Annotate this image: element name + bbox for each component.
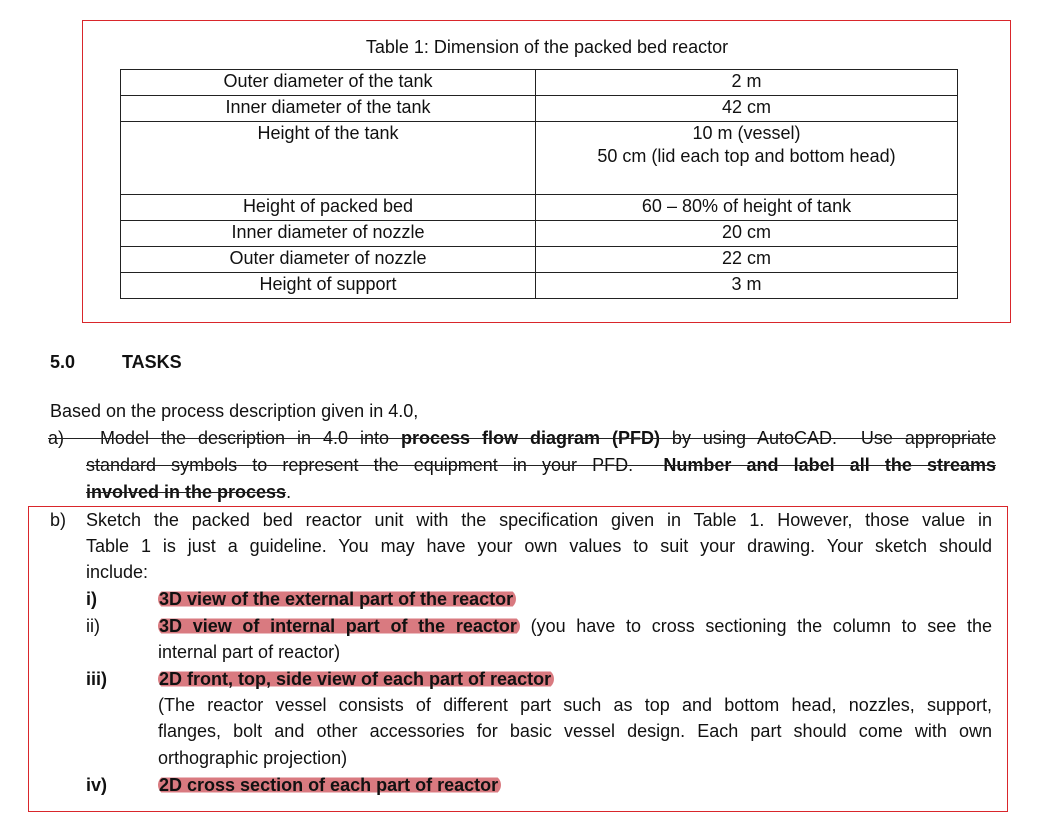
- list-item: [158, 669, 554, 690]
- task-a-text: a) Model the description in 4.0 into: [48, 428, 401, 448]
- highlighted-text: 3D view of the external part of the reactor: [158, 589, 516, 609]
- task-b-line-2: Table 1 is just a guideline. You may have your own values to suit your drawing. Your sketch should: [86, 536, 992, 556]
- table-row: [121, 195, 958, 221]
- table-row: [121, 122, 958, 195]
- item-text: (you have to cross sectioning the column to see the: [519, 616, 992, 636]
- row-value: 42 cm: [536, 96, 958, 122]
- row-value: 20 cm: [536, 221, 958, 247]
- table-row: [121, 96, 958, 122]
- item-description: (The reactor vessel consists of different part such as top and bottom head, nozzles, support,: [158, 695, 992, 715]
- row-label: Inner diameter of nozzle: [121, 221, 536, 247]
- task-a-text: standard symbols to represent the equipment in your PFD.: [86, 455, 664, 475]
- list-item: [158, 775, 501, 796]
- highlighted-text: 3D view of internal part of the reactor: [158, 616, 520, 636]
- list-item: [158, 589, 516, 610]
- row-value: 60 – 80% of height of tank: [536, 195, 958, 221]
- row-label: Outer diameter of nozzle: [121, 247, 536, 273]
- task-a-bold: process flow diagram (PFD): [400, 428, 660, 448]
- section-title: TASKS: [122, 352, 182, 372]
- row-value-line-2: 50 cm (lid each top and bottom head): [597, 146, 896, 166]
- highlighted-text: 2D front, top, side view of each part of reactor: [158, 669, 554, 689]
- item-number: iii): [86, 669, 107, 689]
- task-b-line-1: Sketch the packed bed reactor unit with the specification given in Table 1. However, those value in: [86, 510, 992, 530]
- dimension-table: [120, 69, 958, 299]
- table-caption: Table 1: Dimension of the packed bed reactor: [365, 37, 729, 57]
- item-description: flanges, bolt and other accessories for basic vessel design. Each part should come with own: [158, 721, 992, 741]
- table-row: [121, 70, 958, 96]
- task-a-bold: Number and label all the streams: [663, 455, 996, 475]
- row-label: Height of support: [121, 273, 536, 299]
- task-a-bold: involved in the process: [86, 482, 287, 502]
- row-label: Height of packed bed: [121, 195, 536, 221]
- row-value: [536, 122, 958, 195]
- item-number: ii): [86, 616, 100, 636]
- task-a-line-3: [72, 482, 291, 503]
- section-number: 5.0: [50, 352, 76, 372]
- row-label: Height of the tank: [121, 122, 536, 195]
- item-description: orthographic projection): [158, 748, 348, 768]
- task-a-text: by using AutoCAD. Use appropriate: [659, 428, 996, 448]
- row-label: Inner diameter of the tank: [121, 96, 536, 122]
- task-a-text: .: [286, 482, 292, 502]
- task-a-line-2: [55, 455, 996, 476]
- item-number: i): [86, 589, 97, 609]
- row-value: 22 cm: [536, 247, 958, 273]
- task-b-label: b): [50, 510, 67, 530]
- item-continuation: internal part of reactor): [158, 642, 341, 662]
- task-a-line-1: [48, 428, 996, 449]
- row-value: 3 m: [536, 273, 958, 299]
- section-intro: Based on the process description given in 4.0,: [50, 401, 419, 421]
- row-value: 2 m: [536, 70, 958, 96]
- item-number: iv): [86, 775, 108, 795]
- row-value-line-1: 10 m (vessel): [692, 123, 801, 143]
- row-label: Outer diameter of the tank: [121, 70, 536, 96]
- task-b-line-3: include:: [86, 562, 149, 582]
- list-item: [158, 616, 992, 637]
- table-row: [121, 221, 958, 247]
- highlighted-text: 2D cross section of each part of reactor: [158, 775, 501, 795]
- table-row: [121, 273, 958, 299]
- table-row: [121, 247, 958, 273]
